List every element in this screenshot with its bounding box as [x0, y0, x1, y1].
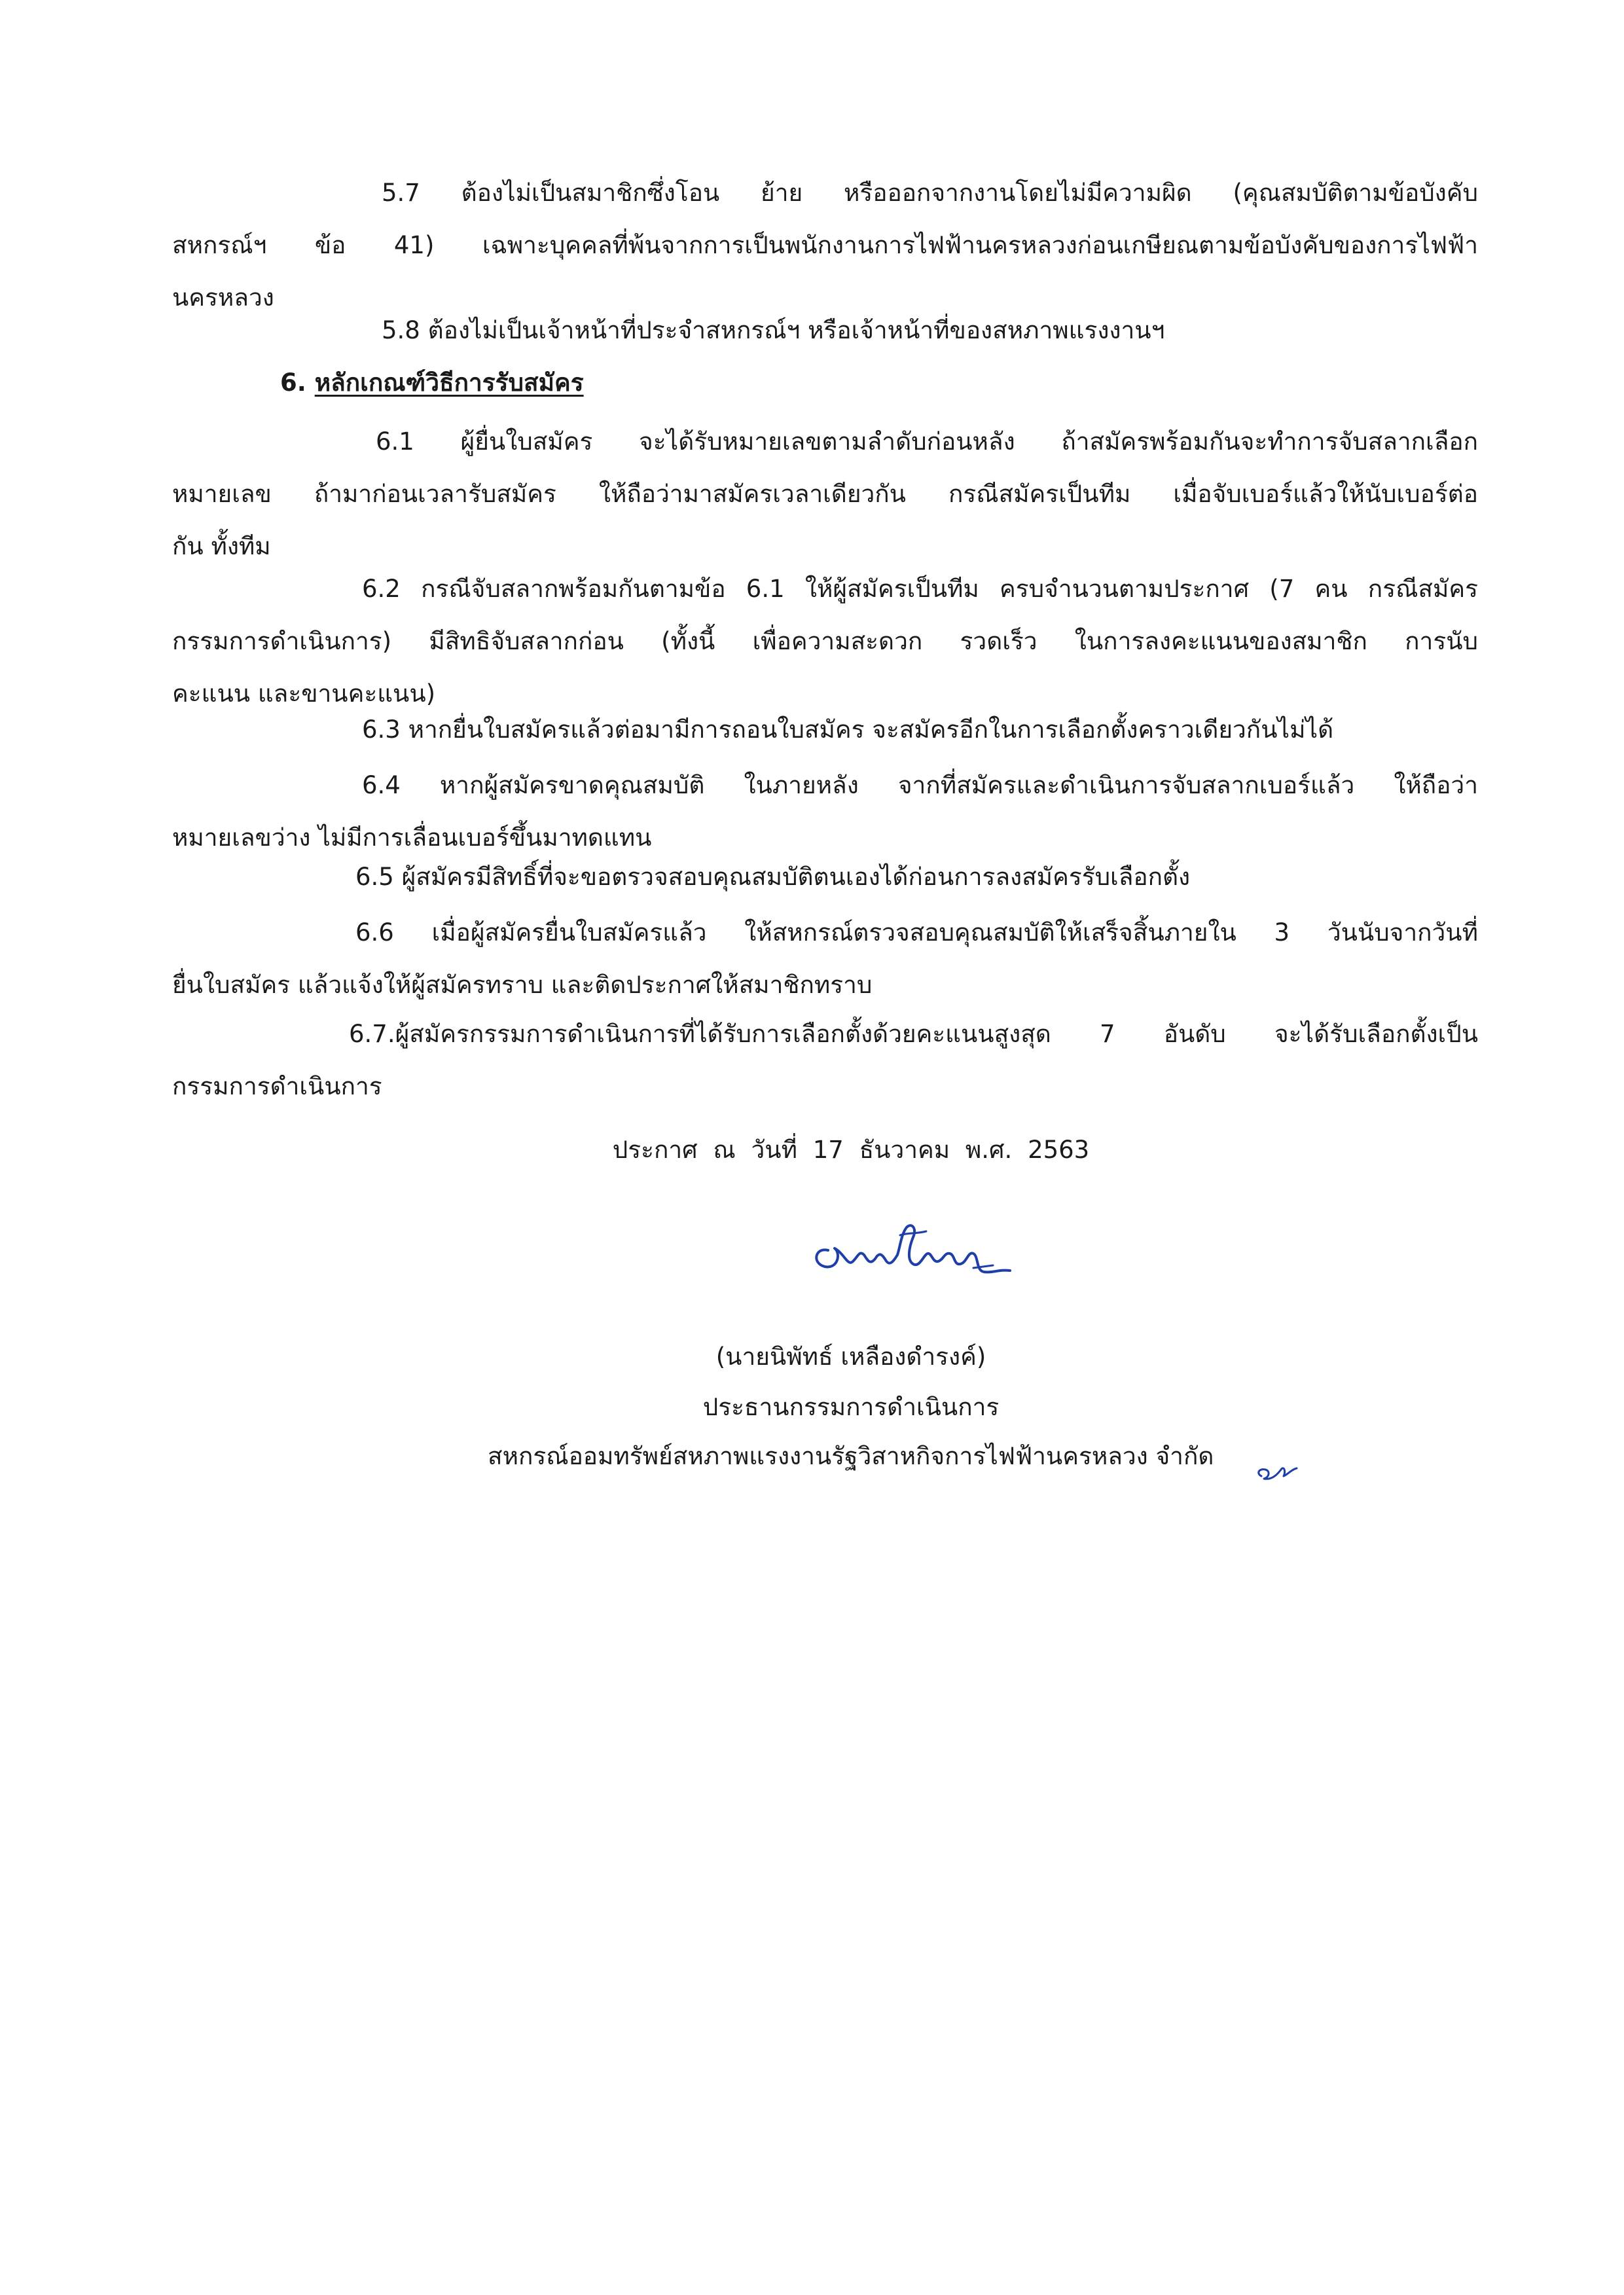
clause-6-7-line-1: 6.7.ผู้สมัครกรรมการดำเนินการที่ได้รับการเลือกตั้งด้วยคะแนนสูงสุด 7 อันดับ จะได้รับเลือกตั้งเป็น	[349, 1020, 1478, 1048]
clause-6-2-line-3: คะแนน และขานคะแนน)	[172, 679, 436, 708]
initial-mark	[1254, 1456, 1299, 1486]
clause-6-1-line-1: 6.1 ผู้ยื่นใบสมัคร จะได้รับหมายเลขตามลำดับก่อนหลัง ถ้าสมัครพร้อมกันจะทำการจับสลากเลือก	[376, 427, 1478, 456]
announcement-date: ประกาศ ณ วันที่ 17 ธันวาคม พ.ศ. 2563	[612, 1136, 1090, 1164]
clause-6-7	[172, 1008, 1478, 1113]
signatory-name: (นายนิพัทธ์ เหลืองดำรงค์)	[715, 1343, 986, 1371]
clause-6-2	[172, 563, 1478, 720]
signatory-organization: สหกรณ์ออมทรัพย์สหภาพแรงงานรัฐวิสาหกิจการไฟฟ้านครหลวง จำกัด	[488, 1442, 1214, 1470]
clause-6-6-line-2: ยื่นใบสมัคร แล้วแจ้งให้ผู้สมัครทราบ และติดประกาศให้สมาชิกทราบ	[172, 971, 873, 999]
clause-6-1-line-3: กัน ทั้งทีม	[172, 532, 271, 560]
signatory-position: ประธานกรรมการดำเนินการ	[702, 1393, 1000, 1421]
clause-6-4	[172, 759, 1478, 864]
section-6-number: 6.	[280, 369, 306, 397]
clause-5-7-line-3: นครหลวง	[172, 283, 274, 312]
clause-5-7-line-1: 5.7 ต้องไม่เป็นสมาชิกซึ่งโอน ย้าย หรือออกจากงานโดยไม่มีความผิด (คุณสมบัติตามข้อบังคับ	[382, 179, 1478, 207]
clause-5-8: 5.8 ต้องไม่เป็นเจ้าหน้าที่ประจำสหกรณ์ฯ หรือเจ้าหน้าที่ของสหภาพแรงงานฯ	[382, 316, 1165, 344]
clause-6-6	[172, 907, 1478, 1011]
section-6-heading	[280, 367, 584, 399]
initial-icon	[1254, 1456, 1299, 1486]
clause-6-7-line-2: กรรมการดำเนินการ	[172, 1072, 382, 1100]
signature-image	[802, 1214, 1018, 1286]
clause-6-1-line-2: หมายเลข ถ้ามาก่อนเวลารับสมัคร ให้ถือว่ามาสมัครเวลาเดียวกัน กรณีสมัครเป็นทีม เมื่อจับเบอร์แล้วให้นับเบอร์ต่อ	[172, 480, 1478, 508]
clause-6-2-line-1: 6.2 กรณีจับสลากพร้อมกันตามข้อ 6.1 ให้ผู้สมัครเป็นทีม ครบจำนวนตามประกาศ (7 คน กรณีสมัคร	[362, 575, 1478, 603]
clause-6-6-line-1: 6.6 เมื่อผู้สมัครยื่นใบสมัครแล้ว ให้สหกรณ์ตรวจสอบคุณสมบัติให้เสร็จสิ้นภายใน 3 วันนับจากวันที่	[355, 918, 1478, 947]
section-6-title: หลักเกณฑ์วิธีการรับสมัคร	[314, 369, 584, 397]
clause-6-3: 6.3 หากยื่นใบสมัครแล้วต่อมามีการถอนใบสมัคร จะสมัครอีกในการเลือกตั้งคราวเดียวกันไม่ได้	[362, 715, 1334, 744]
clause-6-2-line-2: กรรมการดำเนินการ) มีสิทธิจับสลากก่อน (ทั้งนี้ เพื่อความสะดวก รวดเร็ว ในการลงคะแนนของสมาชิก การนับ	[172, 627, 1478, 655]
clause-6-5: 6.5 ผู้สมัครมีสิทธิ์ที่จะขอตรวจสอบคุณสมบัติตนเองได้ก่อนการลงสมัครรับเลือกตั้ง	[355, 863, 1191, 891]
clause-5-7-line-2: สหกรณ์ฯ ข้อ 41) เฉพาะบุคคลที่พ้นจากการเป็นพนักงานการไฟฟ้านครหลวงก่อนเกษียณตามข้อบังคับของการไฟฟ้า	[172, 231, 1478, 259]
clause-6-1	[172, 416, 1478, 573]
handwritten-signature-icon	[802, 1214, 1018, 1286]
clause-6-4-line-2: หมายเลขว่าง ไม่มีการเลื่อนเบอร์ขึ้นมาทดแทน	[172, 823, 652, 852]
clause-6-4-line-1: 6.4 หากผู้สมัครขาดคุณสมบัติ ในภายหลัง จากที่สมัครและดำเนินการจับสลากเบอร์แล้ว ให้ถือว่า	[362, 771, 1478, 799]
clause-5-7	[172, 167, 1478, 324]
